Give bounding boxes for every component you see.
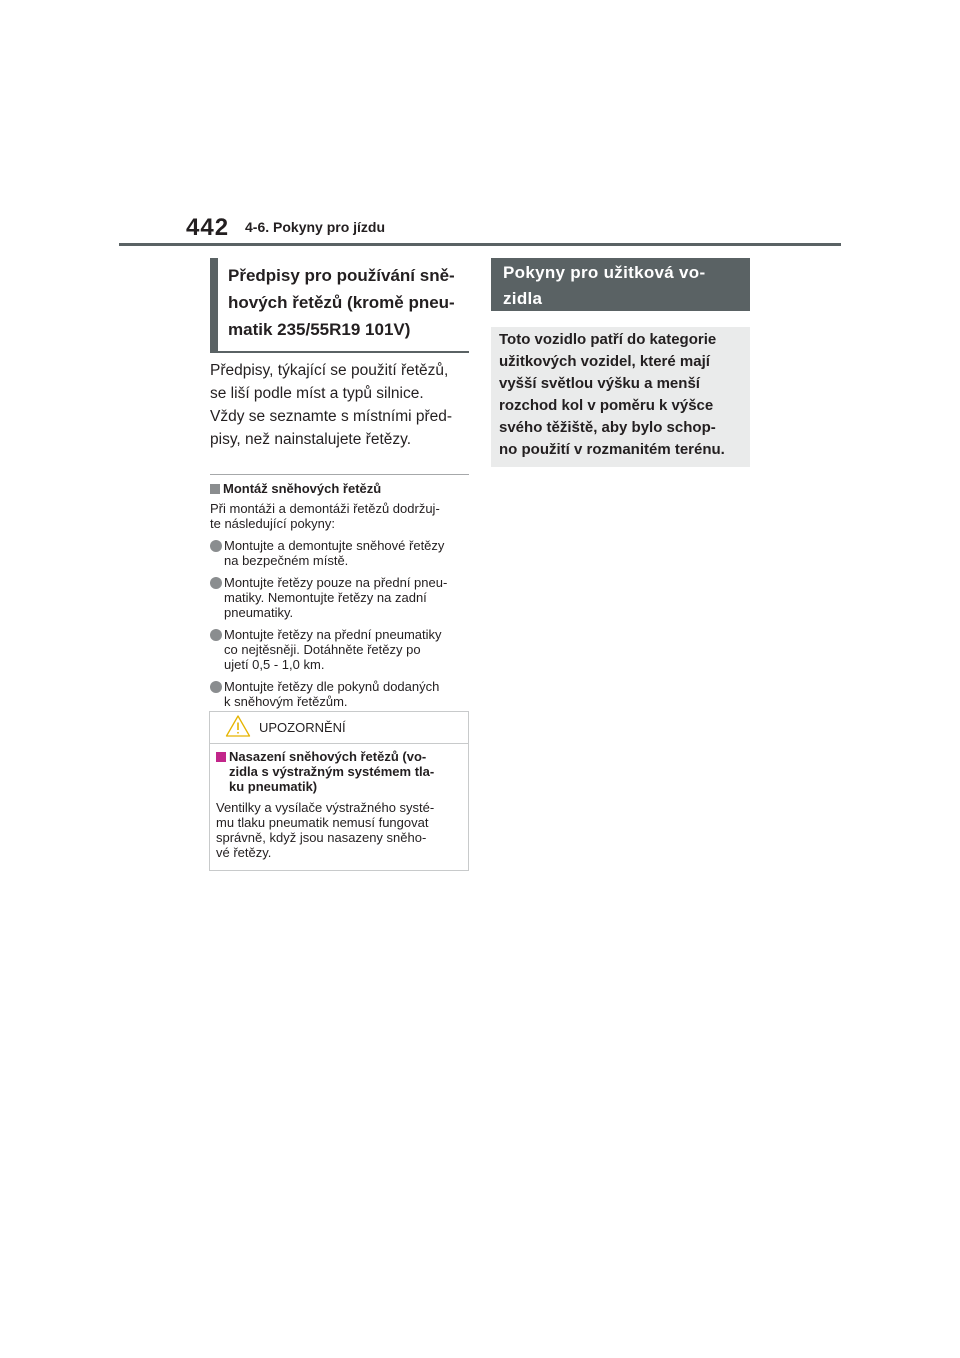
section-title: 4-6. Pokyny pro jízdu xyxy=(245,219,386,235)
warning-line: Ventilky a vysílače výstražného systé- xyxy=(216,800,435,815)
bullet-line: Montujte a demontujte sněhové řetězy xyxy=(224,538,445,553)
square-icon xyxy=(216,752,226,762)
heading-line: zidla xyxy=(503,289,543,308)
heading-line: Pokyny pro užitková vo- xyxy=(503,263,706,282)
bullet-line: Montujte řetězy dle pokynů dodaných xyxy=(224,679,440,694)
info-line: svého těžiště, aby bylo schop- xyxy=(499,419,716,436)
list-item xyxy=(210,538,469,568)
warning-line: správně, když jsou nasazeny sněho- xyxy=(216,830,427,845)
warning-box xyxy=(209,711,469,871)
info-line: no použití v rozmanitém terénu. xyxy=(499,441,725,458)
warning-subheading xyxy=(216,749,462,794)
list-item xyxy=(210,575,469,620)
warning-header xyxy=(210,712,468,744)
bullet-line: Montujte řetězy na přední pneumatiky xyxy=(224,627,442,642)
warning-subheading-line: Nasazení sněhových řetězů (vo- xyxy=(229,749,427,764)
bullet-list xyxy=(210,538,469,709)
utility-vehicle-heading xyxy=(491,258,750,311)
warning-label: UPOZORNĚNÍ xyxy=(259,720,346,735)
utility-vehicle-info xyxy=(491,327,750,467)
warning-line: mu tlaku pneumatik nemusí fungovat xyxy=(216,815,429,830)
warning-body xyxy=(210,749,468,860)
bullet-line: ujetí 0,5 - 1,0 km. xyxy=(224,657,325,672)
info-line: rozchod kol v poměru k výšce xyxy=(499,397,714,414)
sub-intro-line: te následující pokyny: xyxy=(210,516,336,531)
bullet-line: k sněhovým řetězům. xyxy=(224,694,348,709)
bullet-line: matiky. Nemontujte řetězy na zadní xyxy=(224,590,427,605)
dot-icon xyxy=(210,540,222,552)
header-rule xyxy=(119,243,841,246)
sub-intro xyxy=(210,501,469,531)
warning-subheading-line: zidla s výstražným systémem tla- xyxy=(229,764,435,779)
heading-line: Předpisy pro používání sně- xyxy=(228,266,455,285)
square-icon xyxy=(210,484,220,494)
bullet-line: co nejtěsněji. Dotáhněte řetězy po xyxy=(224,642,421,657)
intro-line: Vždy se seznamte s místními před- xyxy=(210,408,453,425)
heading-line: hových řetězů (kromě pneu- xyxy=(228,293,455,312)
list-item xyxy=(210,679,469,709)
bullet-line: na bezpečném místě. xyxy=(224,553,349,568)
intro-paragraph xyxy=(210,359,469,451)
intro-line: Předpisy, týkající se použití řetězů, xyxy=(210,362,449,379)
info-line: Toto vozidlo patří do kategorie xyxy=(499,331,717,348)
list-item xyxy=(210,627,469,672)
mounting-subheading xyxy=(210,481,469,496)
warning-subheading-line: ku pneumatik) xyxy=(229,779,318,794)
warning-text xyxy=(216,800,462,860)
info-line: vyšší světlou výšku a menší xyxy=(499,375,700,392)
section-divider xyxy=(210,474,469,475)
info-line: užitkových vozidel, které mají xyxy=(499,353,710,370)
right-column xyxy=(491,258,750,467)
page-number: 442 xyxy=(186,214,230,241)
dot-icon xyxy=(210,577,222,589)
page-header xyxy=(0,0,960,250)
subheading-text: Montáž sněhových řetězů xyxy=(223,481,382,496)
bullet-line: pneumatiky. xyxy=(224,605,294,620)
warning-line: vé řetězy. xyxy=(216,845,272,860)
heading-line: matik 235/55R19 101V) xyxy=(228,320,411,339)
dot-icon xyxy=(210,681,222,693)
bullet-line: Montujte řetězy pouze na přední pneu- xyxy=(224,575,448,590)
dot-icon xyxy=(210,629,222,641)
intro-line: pisy, než nainstalujete řetězy. xyxy=(210,431,412,448)
left-column xyxy=(210,258,469,716)
snow-chain-heading xyxy=(210,258,469,353)
intro-line: se liší podle míst a typů silnice. xyxy=(210,385,424,402)
warning-triangle-icon xyxy=(225,714,251,738)
sub-intro-line: Při montáži a demontáži řetězů dodržuj- xyxy=(210,501,440,516)
